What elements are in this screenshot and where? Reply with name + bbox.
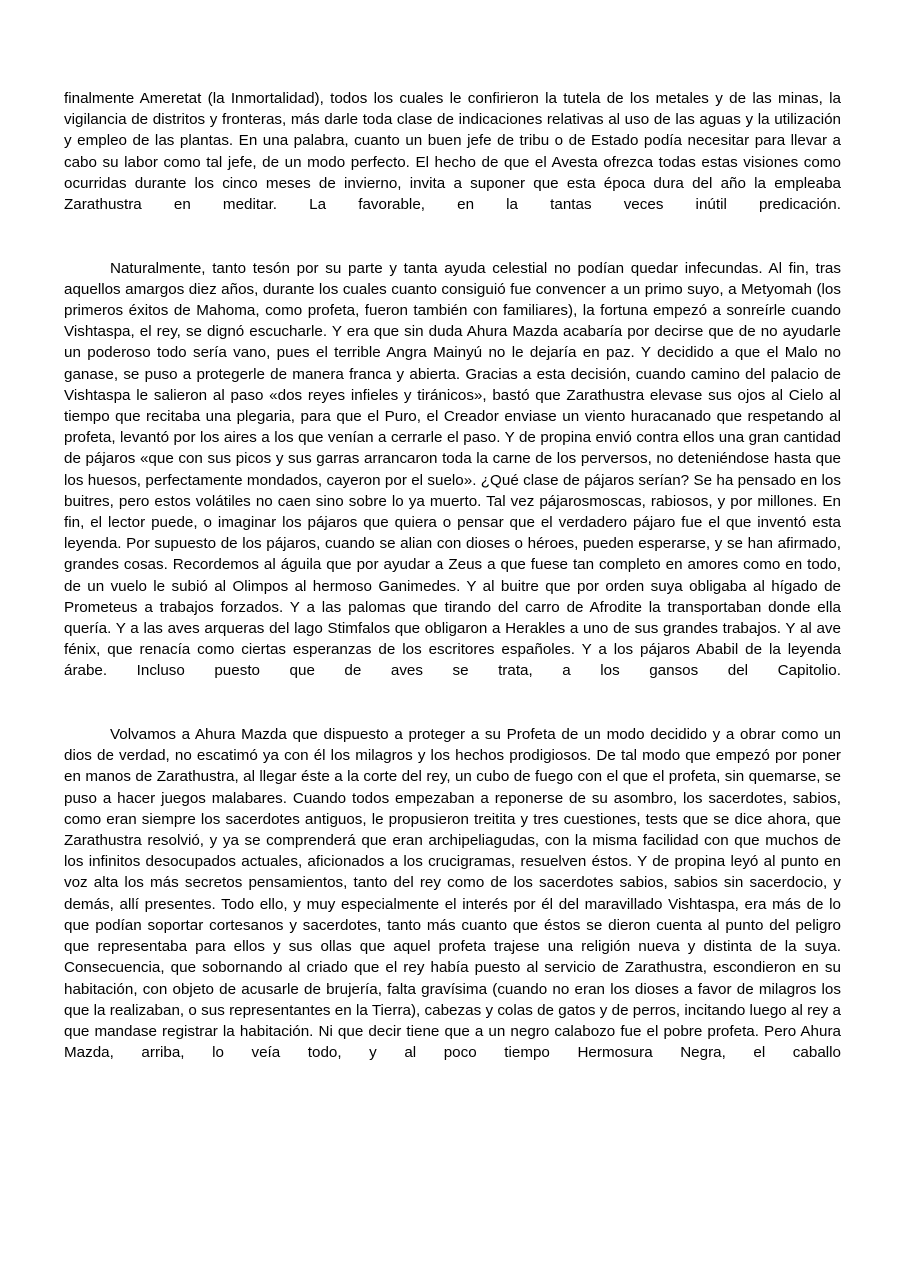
text-column: [64, 88, 841, 1085]
paragraph-3: Volvamos a Ahura Mazda que dispuesto a proteger a su Profeta de un modo decidido y a obrar como un dios de verdad, no escatimó ya con él los milagros y los hechos prodigiosos. De tal modo que empezó por poner en manos de Zarathustra, al llegar éste a la corte del rey, un cubo de fuego con el que el profeta, sin quemarse, se puso a hacer juegos malabares. Cuando todos empezaban a reponerse de su asombro, los sacerdotes, sabios, como eran siempre los sacerdotes antiguos, le propusieron treitita y tres cuestiones, tests que se dice ahora, que Zarathustra resolvió, y ya se comprenderá que eran archipeliagudas, con la misma facilidad con que muchos de los infinitos desocupados actuales, aficionados a los crucigramas, resuelven éstos. Y de propina leyó al punto en voz alta los más secretos pensamientos, tanto del rey como de los sacerdotes sabios, sabios sin sacerdocio, y demás, allí presentes. Todo ello, y muy especialmente el interés por él del maravillado Vishtaspa, era más de lo que podían soportar cortesanos y sacerdotes, tanto más cuanto que éstos se dieron cuenta al punto del peligro que representaba para ellos y sus ollas que aquel profeta trajese una religión nueva y distinta de la suya. Consecuencia, que sobornando al criado que el rey había puesto al servicio de Zarathustra, escondieron en su habitación, con objeto de acusarle de brujería, falta gravísima (cuando no eran los dioses a favor de milagros los que la realizaban, o sus representantes en la Tierra), cabezas y colas de gatos y de perros, incitando luego al rey a que mandase registrar la habitación. Ni que decir tiene que a un negro calabozo fue el pobre profeta. Pero Ahura Mazda, arriba, lo veía todo, y al poco tiempo Hermosura Negra, el caballo: [64, 726, 841, 1062]
paragraph-1: finalmente Ameretat (la Inmortalidad), todos los cuales le confirieron la tutela de los metales y de las minas, la vigilancia de distritos y fronteras, más darle toda clase de indicaciones relativas al uso de las aguas y la utilización y empleo de las plantas. En una palabra, cuanto un buen jefe de tribu o de Estado podía necesitar para llevar a cabo su labor como tal jefe, de un modo perfecto. El hecho de que el Avesta ofrezca todas estas visiones como ocurridas durante los cinco meses de invierno, invita a suponer que esta época dura del año la empleaba Zarathustra en meditar. La favorable, en la tantas veces inútil predicación.: [64, 90, 841, 214]
paragraph-2: Naturalmente, tanto tesón por su parte y tanta ayuda celestial no podían quedar infecundas. Al fin, tras aquellos amargos diez años, durante los cuales cuanto consiguió fue convencer a un primo suyo, a Metyomah (los primeros éxitos de Mahoma, como profeta, fueron también con familiares), la fortuna empezó a sonreírle cuando Vishtaspa, el rey, se dignó escucharle. Y era que sin duda Ahura Mazda acabaría por decirse que de no ayudarle un poderoso todo sería vano, pues el terrible Angra Mainyú no le dejaría en paz. Y decidido a que el Malo no ganase, se puso a protegerle de manera franca y abierta. Gracias a esta decisión, cuando camino del palacio de Vishtaspa le salieron al paso «dos reyes infieles y tiránicos», bastó que Zarathustra elevase sus ojos al Cielo al tiempo que recitaba una plegaria, para que el Puro, el Creador enviase un viento huracanado que respetando al profeta, levantó por los aires a los que venían a cerrarle el paso. Y de propina envió contra ellos una gran cantidad de pájaros «que con sus picos y sus garras arrancaron toda la carne de los perversos, no deteniéndose hasta que los huesos, perfectamente mondados, cayeron por el suelo». ¿Qué clase de pájaros serían? Se ha pensado en los buitres, pero estos volátiles no caen sino sobre lo ya muerto. Tal vez pájarosmoscas, rabiosos, y por millones. En fin, el lector puede, o imaginar los pájaros que quiera o pensar que el verdadero pájaro fue el que inventó esta leyenda. Por supuesto de los pájaros, cuando se alian con dioses o héroes, pueden esperarse, y se han afirmado, grandes cosas. Recordemos al águila que por ayudar a Zeus a que fuese tan completo en amores como en todo, de un vuelo le subió al Olimpos al hermoso Ganimedes. Y al buitre que por orden suya obligaba al hígado de Prometeus a trabajos forzados. Y a las palomas que tirando del carro de Afrodite la transportaban donde ella quería. Y a las aves arqueras del lago Stimfalos que obligaron a Herakles a uno de sus grandes trabajos. Y al ave fénix, que renacía como ciertas esperanzas de los escritores españoles. Y a los pájaros Ababil de la leyenda árabe. Incluso puesto que de aves se trata, a los gansos del Capitolio.: [64, 259, 841, 680]
